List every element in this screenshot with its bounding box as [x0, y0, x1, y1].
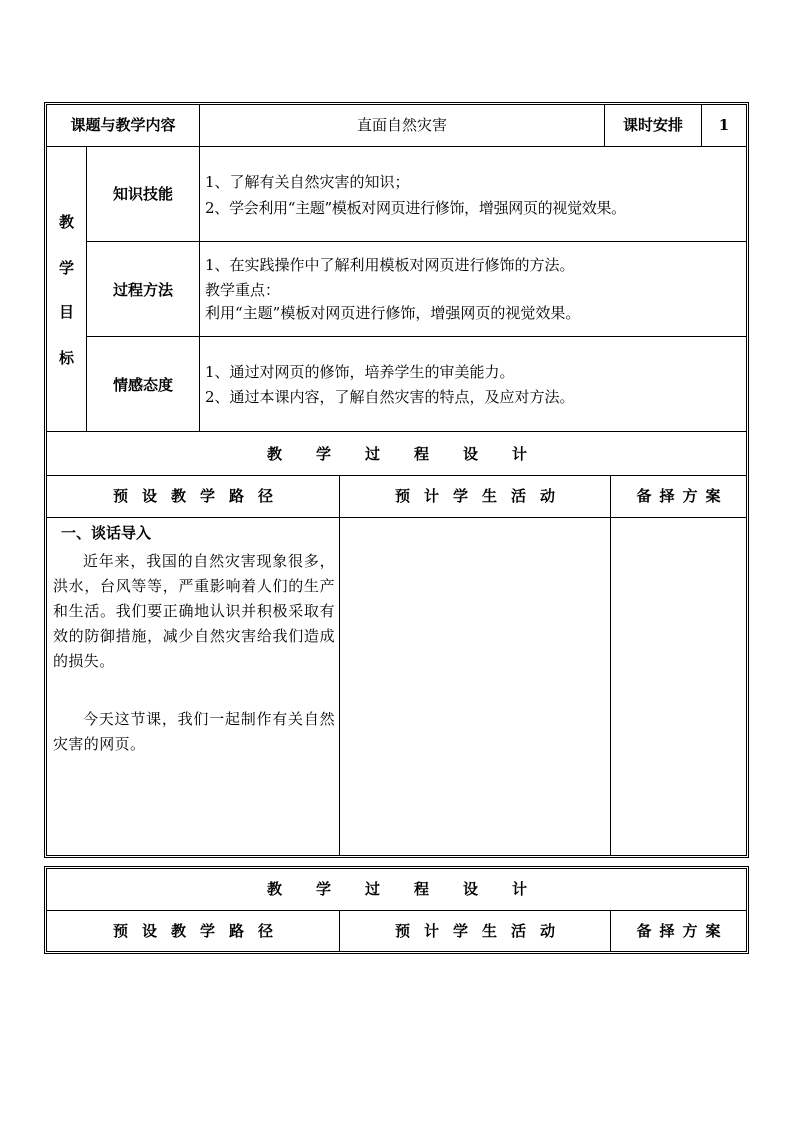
column-header-alternative: 备择方案 [636, 922, 729, 940]
objective-line: 1、通过对网页的修饰，培养学生的审美能力。 [205, 363, 515, 381]
intro-paragraph: 近年来，我国的自然灾害现象很多，洪水，台风等等，严重影响着人们的生产和生活。我们要正确地认识并积极采取有效的防御措施，减少自然灾害给我们造成的损失。 [53, 552, 335, 670]
column-header-activity: 预计学生活动 [394, 922, 569, 940]
objective-line: 1、在实践操作中了解利用模板对网页进行修饰的方法。 [205, 256, 575, 274]
objective-label: 知识技能 [112, 185, 173, 203]
column-header-path: 预设教学路径 [112, 922, 287, 940]
objective-line: 利用“主题”模板对网页进行修饰，增强网页的视觉效果。 [205, 304, 581, 322]
column-header-alternative: 备择方案 [636, 487, 729, 505]
objective-line: 2、学会利用“主题”模板对网页进行修饰，增强网页的视觉效果。 [205, 199, 626, 217]
section-title: 一、谈话导入 [61, 524, 152, 542]
intro-paragraph: 今天这节课，我们一起制作有关自然灾害的网页。 [53, 710, 335, 753]
column-header-activity: 预计学生活动 [394, 487, 569, 505]
side-label-char: 学 [58, 259, 74, 277]
topic-value: 直面自然灾害 [356, 116, 447, 134]
side-label-char: 教 [58, 213, 74, 231]
process-title: 教学过程设计 [266, 445, 561, 463]
side-label-char: 标 [58, 349, 74, 367]
column-header-path: 预设教学路径 [112, 487, 287, 505]
hours-value: 1 [718, 116, 730, 134]
objective-line: 1、了解有关自然灾害的知识； [205, 173, 410, 191]
objective-line: 2、通过本课内容，了解自然灾害的特点，及应对方法。 [205, 388, 575, 406]
hours-label: 课时安排 [622, 116, 683, 134]
side-label-char: 目 [58, 303, 74, 321]
topic-label: 课题与教学内容 [70, 116, 176, 134]
objective-label: 情感态度 [112, 376, 173, 394]
objective-label: 过程方法 [112, 281, 173, 299]
objective-line: 教学重点： [205, 281, 281, 299]
process-title: 教学过程设计 [266, 880, 561, 898]
